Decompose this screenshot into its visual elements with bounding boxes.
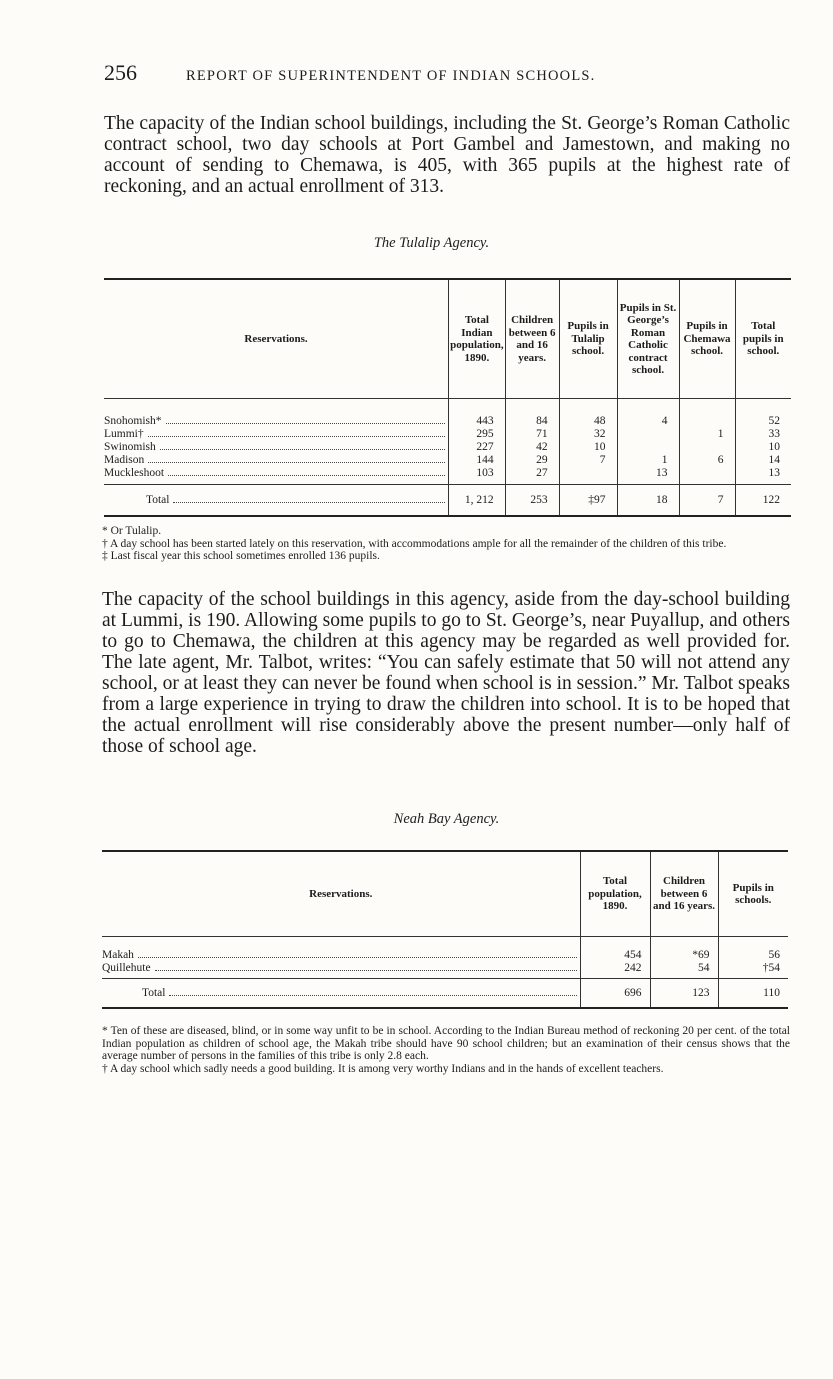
- row-label: Total: [142, 986, 166, 999]
- dot-leader: [173, 501, 445, 503]
- table-cell: 227: [449, 441, 505, 454]
- table-cell: 144: [449, 454, 505, 467]
- table-cell: 1: [679, 428, 735, 441]
- table-cell: 110: [718, 979, 788, 1009]
- row-label-cell: [102, 937, 580, 963]
- table-cell: 10: [735, 441, 791, 454]
- row-label-cell: [102, 979, 580, 1009]
- table-cell: 32: [559, 428, 617, 441]
- row-label: Muckleshoot: [104, 467, 165, 479]
- dot-leader: [169, 994, 576, 996]
- neah-bay-caption: Neah Bay Agency.: [393, 811, 500, 827]
- table-cell: †54: [718, 962, 788, 979]
- col-header: Pupils in Chemawa school.: [679, 279, 735, 399]
- table-cell: 27: [505, 467, 559, 485]
- table-row: [102, 962, 788, 979]
- dot-leader: [168, 474, 445, 476]
- col-header: Pupils in Tulalip school.: [559, 279, 617, 399]
- table-cell: 6: [679, 454, 735, 467]
- row-label: Total: [146, 493, 170, 506]
- dot-leader: [138, 956, 577, 958]
- table-cell: 123: [650, 979, 718, 1009]
- col-header: Reservations.: [104, 279, 449, 399]
- table-row: [104, 428, 791, 441]
- dot-leader: [148, 461, 445, 463]
- intro-paragraph: The capacity of the Indian school buildings, including the St. George’s Roman Catholic contract school, two day schools at Port Gambel and Jamestown, and making no account of sending to Chemawa, is 405, with 365 pupils at the highest rate of reckoning, and an actual enrollment of 313.: [104, 113, 790, 197]
- table-cell: 33: [735, 428, 791, 441]
- dot-leader: [155, 969, 577, 971]
- table-row: [104, 399, 791, 429]
- row-label: Quillehute: [102, 962, 151, 974]
- table-cell: 56: [718, 937, 788, 963]
- table-cell: 454: [580, 937, 650, 963]
- table-cell: 4: [617, 399, 679, 429]
- row-label: Makah: [102, 949, 134, 961]
- table-cell: 295: [449, 428, 505, 441]
- table-cell: ‡97: [559, 485, 617, 517]
- table-cell: [679, 441, 735, 454]
- footnote: * Or Tulalip.: [102, 525, 162, 537]
- col-header: Total Indian population, 1890.: [449, 279, 505, 399]
- body-paragraph: The capacity of the school buildings in this agency, aside from the day-school building at Lummi, is 190. Allowing some pupils to go to St. George’s, near Puyallup, and others to go to Chemawa, the children at this agency may be regarded as well provided for. The late agent, Mr. Talbot, writes: “You can safely estimate that 50 will not attend any school, or at least they can never be found when school is in session.” Mr. Talbot speaks from a large experience in trying to draw the children into school. It is to be hoped that the actual enrollment will rise considerably above the present number—only half of those of school age.: [102, 589, 790, 757]
- tulalip-caption: The Tulalip Agency.: [373, 235, 490, 251]
- table-cell: 242: [580, 962, 650, 979]
- dot-leader: [166, 422, 446, 424]
- col-header: Total population, 1890.: [580, 851, 650, 937]
- col-header: Children between 6 and 16 years.: [505, 279, 559, 399]
- tulalip-footnotes: [102, 525, 790, 563]
- table-cell: 1, 212: [449, 485, 505, 517]
- row-label-cell: [104, 467, 449, 485]
- table-row: [102, 937, 788, 963]
- table-cell: [679, 467, 735, 485]
- table-cell: 14: [735, 454, 791, 467]
- row-label: Swinomish: [104, 441, 156, 453]
- table-row: [104, 441, 791, 454]
- table-cell: 696: [580, 979, 650, 1009]
- table-cell: [617, 428, 679, 441]
- row-label: Lummi†: [104, 428, 144, 440]
- table-cell: [559, 467, 617, 485]
- table-cell: 71: [505, 428, 559, 441]
- table-cell: *69: [650, 937, 718, 963]
- table-cell: 1: [617, 454, 679, 467]
- row-label: Snohomish*: [104, 415, 162, 427]
- page-number: 256: [104, 60, 137, 85]
- table-cell: 443: [449, 399, 505, 429]
- table-header-row: [102, 851, 788, 937]
- row-label-cell: [104, 454, 449, 467]
- table-cell: 52: [735, 399, 791, 429]
- row-label-cell: [104, 428, 449, 441]
- col-header: Total pupils in school.: [735, 279, 791, 399]
- row-label-cell: [102, 962, 580, 979]
- table-cell: [679, 399, 735, 429]
- table-header-row: [104, 279, 791, 399]
- table-cell: [617, 441, 679, 454]
- table-cell: 253: [505, 485, 559, 517]
- row-label-cell: [104, 441, 449, 454]
- col-header: Pupils in schools.: [718, 851, 788, 937]
- table-cell: 7: [679, 485, 735, 517]
- footnote: * Ten of these are diseased, blind, or in some way unfit to be in school. According to the Indian Bureau method of reckoning 20 per cent. of the total Indian population as children of school age, the Makah tribe should have 90 school children; but an examination of their census shows that the average number of persons in the families of this tribe is only 2.8 each.: [102, 1025, 790, 1062]
- col-header: Pupils in St. George’s Roman Catholic contract school.: [617, 279, 679, 399]
- running-head: REPORT OF SUPERINTENDENT OF INDIAN SCHOOLS.: [186, 68, 596, 84]
- footnote: † A day school which sadly needs a good building. It is among very worthy Indians and in the hands of excellent teachers.: [102, 1062, 664, 1075]
- total-row: [102, 979, 788, 1009]
- dot-leader: [160, 448, 445, 450]
- table-cell: 29: [505, 454, 559, 467]
- table-row: [104, 467, 791, 485]
- col-header: Reservations.: [102, 851, 580, 937]
- neah-bay-footnotes: [102, 1025, 790, 1075]
- neah-bay-table: [102, 850, 788, 1009]
- row-label: Madison: [104, 454, 145, 466]
- row-label-cell: [104, 485, 449, 517]
- table-cell: 54: [650, 962, 718, 979]
- dot-leader: [148, 435, 445, 437]
- total-row: [104, 485, 791, 517]
- table-cell: 13: [735, 467, 791, 485]
- table-cell: 103: [449, 467, 505, 485]
- table-cell: 10: [559, 441, 617, 454]
- table-cell: 18: [617, 485, 679, 517]
- tulalip-table: [104, 278, 791, 517]
- table-cell: 122: [735, 485, 791, 517]
- footnote: ‡ Last fiscal year this school sometimes enrolled 136 pupils.: [102, 550, 380, 562]
- footnote: † A day school has been started lately on this reservation, with accommodations ample for all the remainder of the children of this tribe.: [102, 537, 727, 550]
- table-cell: 48: [559, 399, 617, 429]
- row-label-cell: [104, 399, 449, 429]
- table-cell: 13: [617, 467, 679, 485]
- col-header: Children between 6 and 16 years.: [650, 851, 718, 937]
- table-cell: 42: [505, 441, 559, 454]
- table-cell: 7: [559, 454, 617, 467]
- table-row: [104, 454, 791, 467]
- page-header: [104, 60, 794, 90]
- table-cell: 84: [505, 399, 559, 429]
